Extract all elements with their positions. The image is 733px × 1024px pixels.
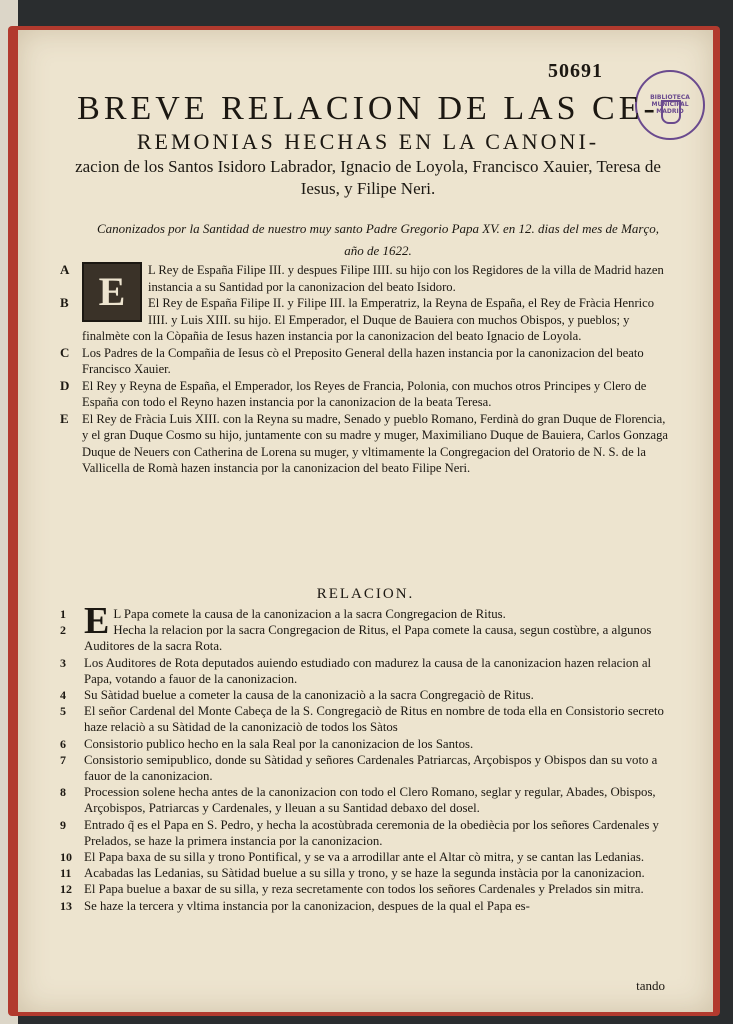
step-number: 3: [60, 655, 66, 670]
title-line-1: BREVE RELACION DE LAS CE-: [77, 90, 659, 127]
step-text: Hecha la relacion por la sacra Congregacion de Ritus, el Papa comete la causa, segun costùbre, a algunos Auditores de la sacra Rota.: [84, 623, 652, 654]
step-text: Consistorio semipublico, donde su Sàtidad y señores Cardenales Patriarcas, Arçobispos y Obispos dan su voto a fauor de la canonizacion.: [84, 752, 658, 784]
step-number: 8: [60, 785, 66, 800]
step-item: [60, 687, 668, 703]
petition-marker: B: [60, 295, 69, 310]
step-number: 11: [60, 866, 72, 881]
catchword: tando: [636, 978, 665, 993]
petition-marker: D: [60, 377, 70, 393]
step-item: [60, 736, 668, 752]
step-text: El señor Cardenal del Monte Cabeça de la S. Congregaciò de Ritus en nombre de toda ella en Consistorio secreto haze relaciò a su Sàtidad de la canonizaciò de todos los Sàtos: [84, 704, 664, 735]
step-text: El Papa buelue a baxar de su silla, y reza secretamente con todos los señores Cardenales y Prelados sin mitra.: [84, 882, 644, 897]
stamp-text: BIBLIOTECA MUNICIPAL MADRID: [650, 94, 690, 115]
petitions-list: [60, 262, 670, 477]
petition-marker: A: [60, 262, 70, 277]
step-item: [60, 752, 668, 784]
large-initial: E: [84, 600, 110, 642]
step-item: [60, 898, 668, 914]
decorated-initial-icon: E: [82, 262, 142, 322]
step-number: 9: [60, 817, 66, 832]
petition-marker: C: [60, 344, 70, 360]
step-text: Los Auditores de Rota deputados auiendo estudiado con madurez la causa de la canonizacion hazen relacion al Papa, votando a fauor de la canonizacion.: [84, 655, 652, 686]
petition-text: El Rey y Reyna de España, el Emperador, los Reyes de Francia, Polonia, con muchos otros Principes y Clero de España con todo el Reyno hazen instancia por la canonizacion de la beata Teresa.: [82, 378, 647, 409]
ceremony-steps-list: [60, 600, 668, 914]
petition-text: L Rey de España Filipe III. y despues Filipe IIII. su hijo con los Regidores de la villa de Madrid hazen instancia a su Santidad por la canonizacion del beato Isidoro.: [148, 263, 664, 294]
step-number: 7: [60, 752, 66, 767]
petition-text: El Rey de España Filipe II. y Filipe III. la Emperatriz, la Reyna de España, el Rey de Fràcia Henrico IIII. y Luis XIII. su hijo. El Emperador, el Duque de Bauiera con muchos Obispos, y pueblos; y finalmète con la Còpañia de Iesus hazen instancia por la canonizacion del beato Ignacio de Loyola.: [82, 296, 655, 343]
step-number: 13: [60, 898, 72, 913]
step-number: 12: [60, 882, 72, 897]
petition-item: [60, 410, 670, 477]
shelfmark-number: 50691: [548, 60, 603, 82]
step-number: 10: [60, 850, 72, 865]
step-item: [60, 703, 668, 735]
petition-item: [60, 262, 670, 314]
step-text: L Papa comete la causa de la canonizacion a la sacra Congregacion de Ritus.: [113, 607, 506, 621]
step-item: [60, 881, 668, 897]
step-item: [60, 817, 668, 849]
step-text: El Papa baxa de su silla y trono Pontifical, y se va a arrodillar ante el Altar cò mitra, y se cantan las Ledanias.: [84, 850, 645, 865]
step-item: [60, 622, 668, 654]
subtitle: Canonizados por la Santidad de nuestro muy santo Padre Gregorio Papa XV. en 12. dias del mes de Março, año de 1622.: [97, 221, 659, 258]
step-text: Se haze la tercera y vltima instancia por la canonizacion, despues de la qual el Papa es-: [84, 898, 530, 913]
step-number: 6: [60, 736, 66, 751]
page-title: [68, 90, 668, 200]
step-text: Consistorio publico hecho en la sala Real por la canonizacion de los Santos.: [84, 736, 474, 751]
step-text: Acabadas las Ledanias, su Sàtidad buelue a su silla y trono, y se haze la segunda instàcia por la canonizacion.: [84, 866, 645, 881]
step-number: 4: [60, 688, 66, 703]
petition-text: Los Padres de la Compañia de Iesus cò el Preposito General della hazen instancia por la canonizacion del beato Francisco Xauier.: [82, 345, 644, 376]
section-heading: RELACION.: [316, 586, 415, 602]
step-text: Procession solene hecha antes de la canonizacion con todo el Clero Romano, seglar y regular, Abades, Obispos, Arçobispos, Patriarcas y Cardenales, y lleuan a su Santidad debaxo del dosel.: [84, 785, 656, 816]
petition-marker: E: [60, 410, 69, 426]
petition-item: [60, 377, 670, 411]
step-text: Entrado q̃ es el Papa en S. Pedro, y hecha la acostùbrada ceremonia de la obediècia por los señores Cardenales y Prelados, se haze la primera instancia por la canonizacion.: [84, 817, 659, 848]
step-text: Su Sàtidad buelue a cometer la causa de la canonizaciò a la sacra Congregaciò de Ritus.: [84, 688, 534, 703]
petition-item: [60, 295, 670, 345]
step-item: [60, 865, 668, 881]
step-item: [60, 655, 668, 687]
step-number: 5: [60, 704, 66, 719]
document-page: [18, 30, 713, 1012]
step-item: [60, 849, 668, 865]
title-line-3: zacion de los Santos Isidoro Labrador, Ignacio de Loyola, Francisco Xauier, Teresa de Iesus, y Filipe Neri.: [75, 157, 661, 198]
title-line-2: REMONIAS HECHAS EN LA CANONI-: [136, 129, 600, 154]
petition-text: El Rey de Fràcia Luis XIII. con la Reyna su madre, Senado y pueblo Romano, Ferdinà do gran Duque de Florencia, y el gran Duque Cosmo su hijo, juntamente con su madre y muger, Maximiliano Duque de Bauiera, Carlos Gonzaga Duque de Neuers con Catherina de Lorena su muger, y vltimamente la Congregacion del Oratorio de N. S. de la Vallicella de Romà hazen instancia por la canonizacion del beato Filipe Neri.: [82, 411, 669, 475]
step-number: 1: [60, 607, 66, 621]
step-item: [60, 784, 668, 816]
petition-item: [60, 344, 670, 378]
step-number: 2: [60, 623, 66, 638]
